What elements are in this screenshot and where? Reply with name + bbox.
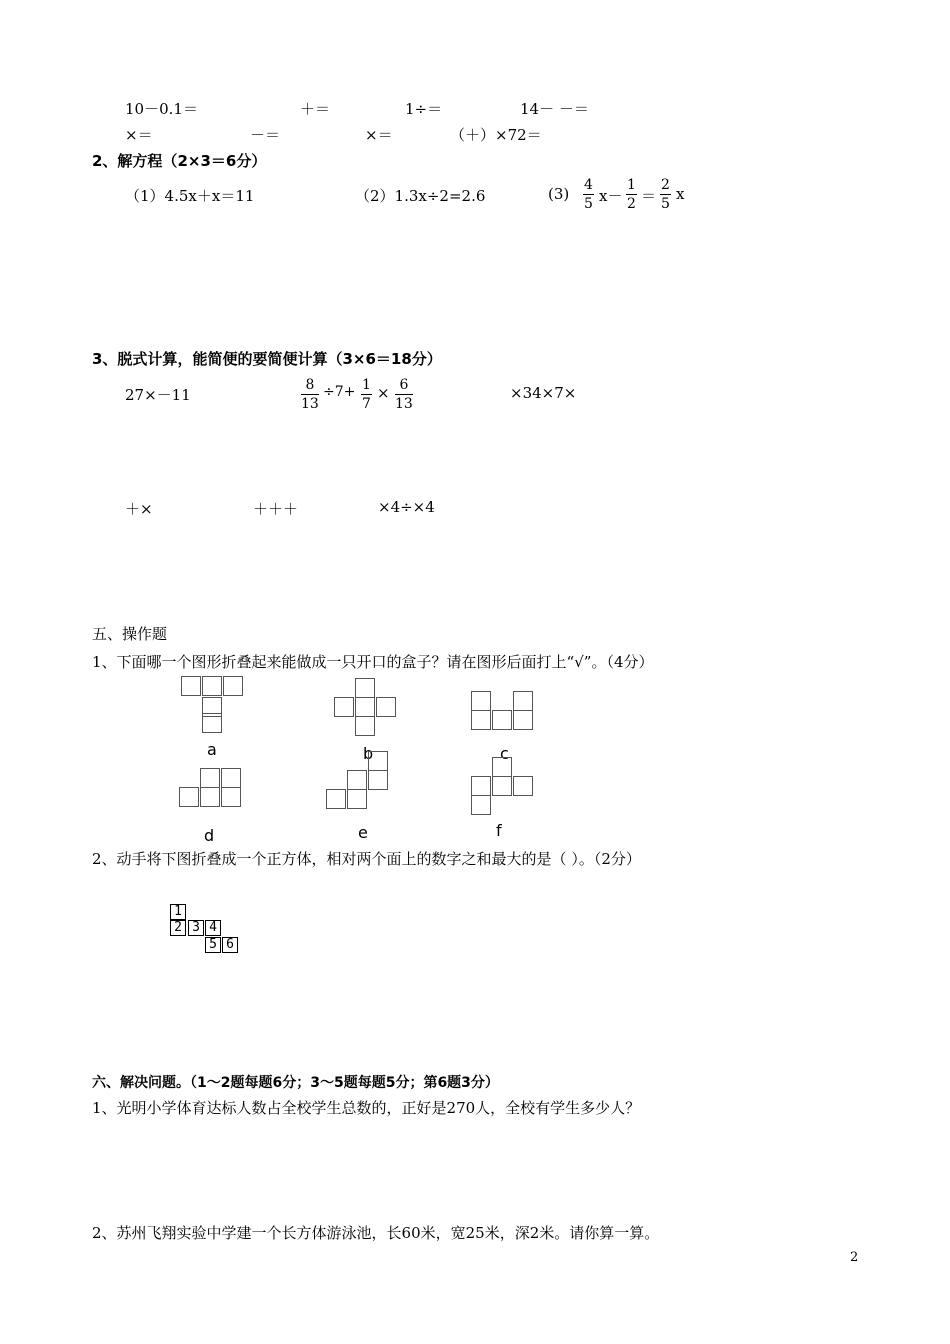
step-calc-2-times: × <box>377 384 390 402</box>
cube-face-6: 6 <box>222 937 238 953</box>
cube-face-1: 1 <box>170 904 186 920</box>
cube-face-3: 3 <box>188 920 204 936</box>
net-label-a: a <box>207 740 217 759</box>
cube-face-4: 4 <box>205 920 221 936</box>
section-5-question-2: 2、动手将下图折叠成一个正方体，相对两个面上的数字之和最大的是（ ）。（2分） <box>92 850 641 868</box>
step-calc-5: ＋＋＋ <box>253 500 299 518</box>
net-label-d: d <box>204 826 215 845</box>
cube-face-5: 5 <box>205 937 221 953</box>
equation-1: （1）4.5x＋x＝11 <box>125 187 255 205</box>
oral-calc-6: －＝ <box>250 126 281 144</box>
fraction-8-13: $\frac{8}{13}$ <box>301 377 319 412</box>
net-label-e: e <box>358 823 368 842</box>
oral-calc-5: ×＝ <box>125 126 153 144</box>
oral-calc-4: 14－ －＝ <box>520 100 589 118</box>
section-5-title: 五、操作题 <box>92 625 168 643</box>
equation-3-equals: ＝ <box>641 187 657 205</box>
equation-3-x: x <box>676 185 685 203</box>
section-6-question-2: 2、苏州飞翔实验中学建一个长方体游泳池，长60米，宽25米，深2米。请你算一算。 <box>92 1224 660 1242</box>
oral-calc-3: 1÷＝ <box>405 100 443 118</box>
step-calc-2-mid: ÷7+ <box>323 384 356 400</box>
net-label-c: c <box>500 744 509 763</box>
step-calc-heading: 3、脱式计算，能简便的要简便计算（3×6＝18分） <box>92 350 442 368</box>
equation-3-x-minus: x－ <box>599 187 623 205</box>
fraction-2-5: $\frac{2}{5}$ <box>661 177 670 212</box>
oral-calc-8: （＋）×72＝ <box>450 126 542 144</box>
cube-face-2: 2 <box>170 920 186 936</box>
step-calc-4: ＋× <box>125 500 153 518</box>
section-6-question-1: 1、光明小学体育达标人数占全校学生总数的，正好是270人，全校有学生多少人？ <box>92 1099 641 1117</box>
equation-2: （2）1.3x÷2=2.6 <box>355 187 486 205</box>
fraction-6-13: $\frac{6}{13}$ <box>395 377 413 412</box>
fraction-1-7: $\frac{1}{7}$ <box>362 377 371 412</box>
step-calc-3: ×34×7× <box>510 384 577 402</box>
net-label-b: b <box>363 744 374 763</box>
step-calc-6: ×4÷×4 <box>378 498 435 516</box>
oral-calc-2: ＋＝ <box>300 100 331 118</box>
oral-calc-1: 10－0.1＝ <box>125 100 198 118</box>
page-number: 2 <box>850 1250 859 1265</box>
equations-heading: 2、解方程（2×3＝6分） <box>92 152 267 170</box>
section-5-question-1: 1、下面哪一个图形折叠起来能做成一只开口的盒子？请在图形后面打上“√”。（4分） <box>92 653 654 671</box>
fraction-4-5: $\frac{4}{5}$ <box>584 177 593 212</box>
net-label-f: f <box>496 821 502 840</box>
equation-3-prefix: (3) <box>548 185 570 203</box>
section-6-title: 六、解决问题。（1～2题每题6分；3～5题每题5分；第6题3分） <box>92 1075 499 1091</box>
step-calc-1: 27×－11 <box>125 386 191 404</box>
oral-calc-7: ×＝ <box>365 126 393 144</box>
fraction-1-2: $\frac{1}{2}$ <box>627 177 636 212</box>
